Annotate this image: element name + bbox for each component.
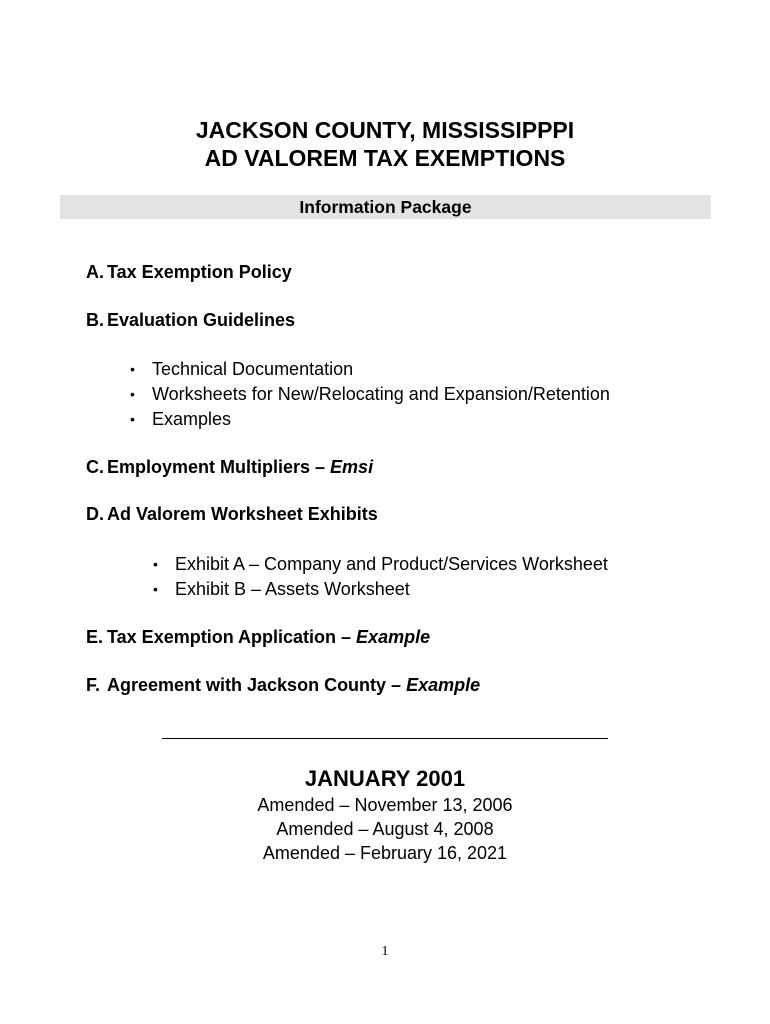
amendment-line: Amended – November 13, 2006	[257, 795, 513, 815]
section-a-text: Tax Exemption Policy	[107, 262, 292, 282]
bullet-icon: •	[153, 581, 158, 597]
list-item-text: Exhibit A – Company and Product/Services Worksheet	[175, 554, 608, 574]
section-d-bullet-list	[151, 552, 608, 602]
section-b-text: Evaluation Guidelines	[107, 310, 296, 330]
document-date: JANUARY 2001	[304, 766, 466, 791]
list-item-text: Exhibit B – Assets Worksheet	[175, 579, 410, 599]
bullet-icon: •	[130, 361, 135, 377]
section-c-text: Employment Multipliers –	[107, 457, 331, 477]
section-e-text: Tax Exemption Application –	[107, 627, 357, 647]
section-c-letter: C.	[86, 457, 104, 477]
section-c	[86, 456, 373, 478]
bullet-icon: •	[130, 411, 135, 427]
information-package-label: Information Package	[299, 197, 472, 217]
list-item-text: Examples	[152, 409, 232, 429]
section-d-text: Ad Valorem Worksheet Exhibits	[107, 504, 378, 524]
section-f-italic: Example	[406, 675, 481, 695]
horizontal-divider	[162, 738, 608, 739]
information-package-banner	[60, 195, 711, 219]
list-item	[128, 407, 610, 432]
list-item	[128, 382, 610, 407]
section-a-letter: A.	[86, 262, 104, 282]
page-number: 1	[381, 944, 389, 959]
section-e	[86, 626, 430, 648]
section-b-letter: B.	[86, 310, 104, 330]
list-item	[151, 552, 608, 577]
section-e-letter: E.	[86, 627, 104, 647]
list-item-text: Technical Documentation	[152, 359, 354, 379]
document-title-line2: AD VALOREM TAX EXEMPTIONS	[204, 145, 566, 171]
amendment-line: Amended – February 16, 2021	[262, 843, 508, 863]
list-item-text: Worksheets for New/Relocating and Expansion/Retention	[152, 384, 610, 404]
section-f-letter: F.	[86, 675, 101, 695]
list-item	[151, 577, 608, 602]
section-f-text: Agreement with Jackson County –	[107, 675, 407, 695]
list-item	[128, 357, 610, 382]
section-d	[86, 503, 378, 525]
section-a	[86, 261, 292, 283]
amendment-line: Amended – August 4, 2008	[276, 819, 494, 839]
section-f	[86, 674, 480, 696]
section-b-bullet-list	[128, 357, 610, 432]
section-d-letter: D.	[86, 504, 104, 524]
document-title-line1: JACKSON COUNTY, MISSISSIPPPI	[195, 117, 575, 143]
section-c-italic: Emsi	[330, 457, 374, 477]
bullet-icon: •	[153, 556, 158, 572]
section-e-italic: Example	[356, 627, 431, 647]
bullet-icon: •	[130, 386, 135, 402]
section-b	[86, 309, 295, 331]
